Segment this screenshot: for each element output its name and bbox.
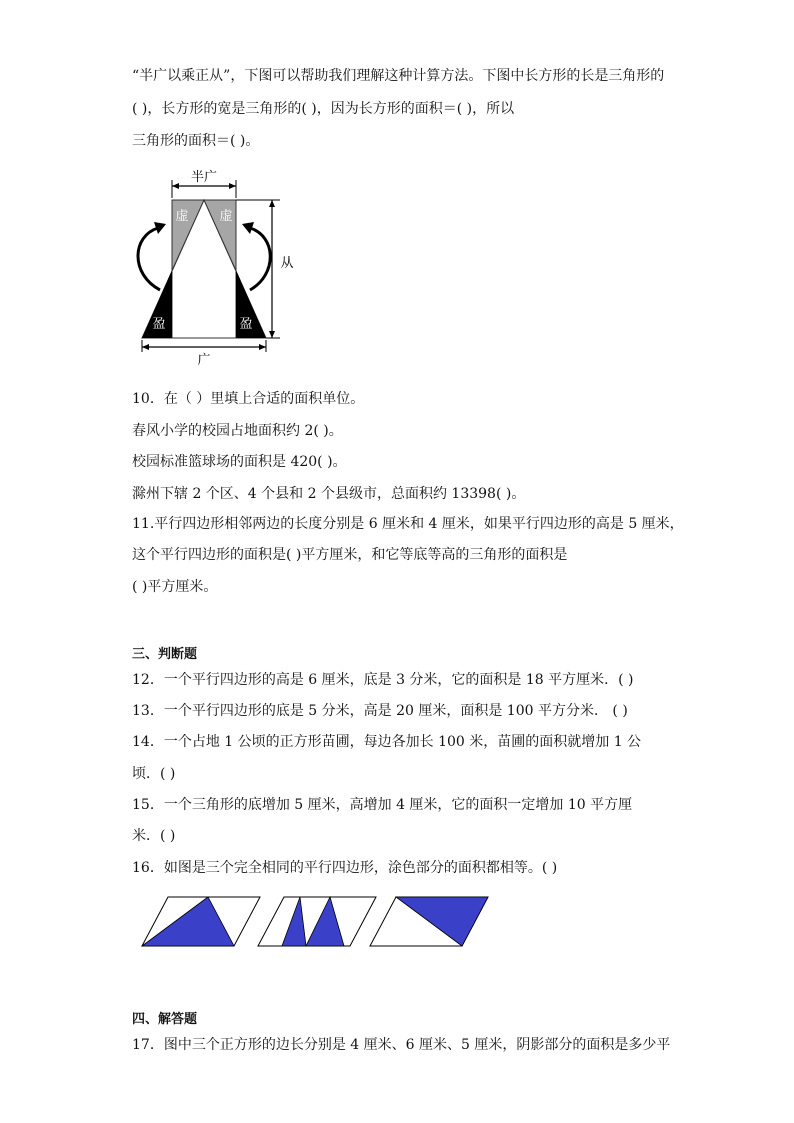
q15-line-1: 15．一个三角形的底增加 5 厘米，高增加 4 厘米，它的面积一定增加 10 平方厘 [132,797,633,813]
q11-line-1: 11.平行四边形相邻两边的长度分别是 6 厘米和 4 厘米，如果平行四边形的高是 5 厘米， [132,516,684,532]
section-4-title: 四、解答题 [132,1012,198,1027]
q17: 17．图中三个正方形的边长分别是 4 厘米、6 厘米、5 厘米，阴影部分的面积是多少平 [132,1037,671,1053]
q9-line-1: “半广以乘正从”，下图可以帮助我们理解这种计算方法。下图中长方形的长是三角形的 [132,68,665,84]
q11-line-2: 这个平行四边形的面积是( )平方厘米，和它等底等高的三角形的面积是 [132,547,568,563]
q13: 13．一个平行四边形的底是 5 分米，高是 20 厘米，面积是 100 平方分米． ( ) [132,703,628,719]
q10-title: 10．在（ ）里填上合适的面积单位。 [132,391,365,407]
label-half-base: 半广 [190,170,218,185]
curved-arrow-right [250,228,270,290]
curved-arrow-left [138,228,160,290]
q12: 12．一个平行四边形的高是 6 厘米，底是 3 分米，它的面积是 18 平方厘米．( ) [132,672,634,688]
label-xu-left: 虚 [175,209,189,224]
label-xu-right: 虚 [219,209,233,224]
top-dimension-arrow-right [229,183,236,189]
q9-line-2: ( )，长方形的宽是三角形的( )，因为长方形的面积＝( )，所以 [132,101,515,117]
q11-line-3: ( )平方厘米。 [132,579,218,595]
q14-line-1: 14．一个占地 1 公顷的正方形苗圃，每边各加长 100 米，苗圃的面积就增加 1 公 [132,734,642,750]
q10-a: 春风小学的校园占地面积约 2( )。 [132,423,343,439]
section-3-title: 三、判断题 [132,647,198,662]
q16: 16．如图是三个完全相同的平行四边形，涂色部分的面积都相等。( ) [132,860,558,876]
label-height: 从 [280,256,294,271]
q15-line-2: 米．( ) [132,828,176,844]
q10-b: 校园标准篮球场的面积是 420( )。 [132,454,347,470]
q10-c: 滁州下辖 2 个区、4 个县和 2 个县级市，总面积约 13398( )。 [132,486,526,502]
label-ying-left: 盈 [152,317,166,332]
q9-line-3: 三角形的面积＝( )。 [132,133,260,149]
q14-line-2: 顷．( ) [132,766,176,782]
top-dimension-arrow-left [172,183,179,189]
ban-guang-figure [130,164,310,370]
parallelograms-figure [140,894,492,950]
label-base: 广 [197,353,211,368]
label-ying-right: 盈 [239,317,253,332]
